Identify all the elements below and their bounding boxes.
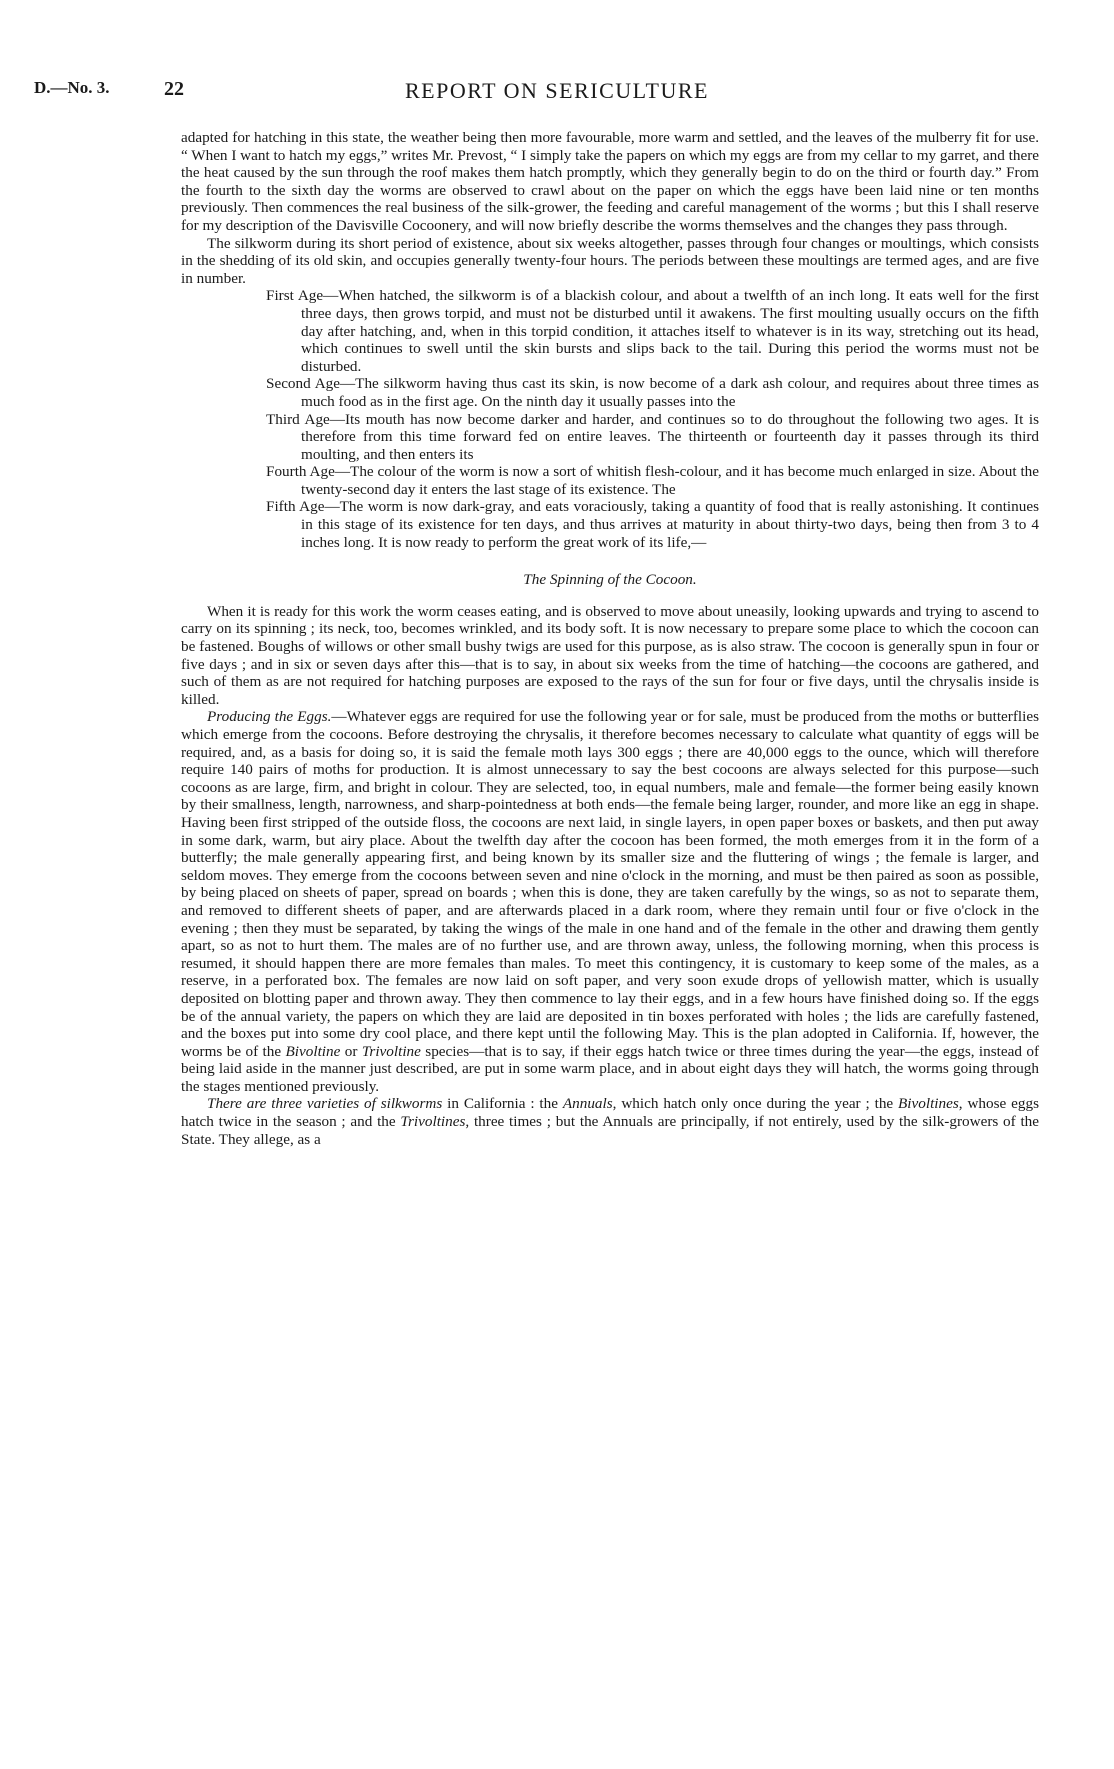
term-trivoltines: Trivoltines: [400, 1113, 466, 1131]
page-header: [34, 78, 1080, 108]
run-in-heading-varieties: There are three varieties of silkworms: [207, 1095, 443, 1113]
paragraph-intro-2: The silkworm during its short period of existence, about six weeks altogether, passes through four changes or moultings, which consists in the shedding of its old skin, and occupies generally twenty-four hours. The periods between these moultings are termed ages, and are five in number.: [181, 234, 1039, 287]
text-run: species—that is to say, if their eggs hatch twice or three times during the year—the eggs, instead of being laid aside in the manner just described, are put in some warm place, and in about eight days they will hatch, the worms going through the stages mentioned previously.: [181, 1042, 1040, 1095]
ages-list: [181, 287, 1039, 551]
text-run: , which hatch only once during the year ; the: [612, 1095, 899, 1113]
text-run: in California : the: [442, 1095, 563, 1113]
term-trivoltine: Trivoltine: [361, 1042, 421, 1060]
page-number: 22: [164, 78, 184, 100]
text-run: , three times ; but the Annuals are principally, if not entirely, used by the silk-growers of the State. They allege, as a: [181, 1113, 1040, 1148]
paragraph-intro-1: adapted for hatching in this state, the weather being then more favourable, more warm and settled, and the leaves of the mulberry fit for use. “ When I want to hatch my eggs,” writes Mr. Prevost, “ I simply take the papers on which my eggs are from my cellar to my garret, and there the heat caused by the sun through the roof makes them hatch promptly, which they generally begin to do on the third or fourth day.” From the fourth to the sixth day the worms are observed to crawl about on the paper on which the eggs have been laid nine or ten months previously. Then commences the real business of the silk-grower, the feeding and careful management of the worms ; but this I shall reserve for my description of the Davisville Cocoonery, and will now briefly describe the worms themselves and the changes they pass through.: [181, 129, 1039, 234]
paragraph-producing-eggs: [181, 708, 1039, 1095]
section-heading: The Spinning of the Cocoon.: [523, 571, 697, 589]
age-item-third: Third Age—Its mouth has now become darker and harder, and continues so to do throughout the following two ages. It is therefore from this time forward fed on entire leaves. The thirteenth or fourteenth day it passes through its third moulting, and then enters its: [266, 410, 1039, 463]
paragraph-varieties: [181, 1095, 1039, 1148]
age-item-second: Second Age—The silkworm having thus cast its skin, is now become of a dark ash colour, and requires about three times as much food as in the first age. On the ninth day it usually passes into the: [266, 375, 1039, 410]
paragraph-spinning: When it is ready for this work the worm ceases eating, and is observed to move about uneasily, looking upwards and trying to ascend to carry on its spinning ; its neck, too, becomes wrinkled, and its body soft. It is now necessary to prepare some place to which the cocoon can be fastened. Boughs of willows or other small bushy twigs are used for this purpose, as is also straw. The cocoon is generally spun in four or five days ; and in six or seven days after this—that is to say, in about six weeks from the time of hatching—the cocoons are gathered, and such of them as are not required for hatching purposes are exposed to the rays of the sun for four or five days, until the chrysalis inside is killed.: [181, 602, 1039, 708]
run-in-heading-producing-eggs: Producing the Eggs.: [207, 708, 332, 726]
term-annuals: Annuals: [562, 1095, 613, 1113]
text-run: —Whatever eggs are required for use the following year or for sale, must be produced from the moths or butterflies which emerge from the cocoons. Before destroying the chrysalis, it therefore becomes necessary to calculate what quantity of eggs will be required, and, as a basis for doing so, it is said the female moth lays 300 eggs ; there are 40,000 eggs to the ounce, which will therefore require 140 pairs of moths for production. It is almost unnecessary to say the best cocoons are always selected for this purpose—such cocoons as are large, firm, and bright in colour. They are selected, too, in equal numbers, male and female—the former being easily known by their smallness, length, narrowness, and sharp-pointedness at both ends—the female being larger, rounder, and more like an egg in shape. Having been first stripped of the outside floss, the cocoons are next laid, in single layers, in open paper boxes or baskets, and then put away in some dark, warm, but airy place. About the twelfth day after the cocoon has been formed, the moth emerges from it in the form of a butterfly; the male generally appearing first, and being known by its smaller size and the fluttering of wings ; the female is larger, and seldom moves. They emerge from the cocoons between seven and nine o'clock in the morning, and must be then paired as soon as possible, by being placed on sheets of paper, spread on boards ; when this is done, they are taken carefully by the wings, so as not to separate them, and removed to different sheets of paper, and are afterwards placed in a dark room, where they remain until four or five o'clock in the evening ; then they must be separated, by taking the wings of the male in one hand and of the female in the other and drawing them gently apart, so as not to hurt them. The males are of no further use, and are thrown away, unless, the following morning, when this process is resumed, it should happen there are more females than males. To meet this contingency, it is customary to keep some of the males, as a reserve, in a perforated box. The females are now laid on soft paper, and very soon exude drops of yellowish matter, which is usually deposited on blotting paper and thrown away. They then commence to lay their eggs, and in a few hours have finished doing so. If the eggs be of the annual variety, the papers on which they are laid are deposited in tin boxes perforated with holes ; the lids are carefully fastened, and the boxes put into some dry cool place, and there kept until the following May. This is the plan adopted in California. If, however, the worms be of the: [181, 708, 1040, 1060]
age-item-fourth: Fourth Age—The colour of the worm is now a sort of whitish flesh-colour, and it has become much enlarged in size. About the twenty-second day it enters the last stage of its existence. The: [266, 463, 1039, 498]
text-run: or: [340, 1042, 362, 1060]
term-bivoltines: Bivoltines: [898, 1095, 959, 1113]
series-number: D.—No. 3.: [34, 78, 110, 97]
age-item-fifth: Fifth Age—The worm is now dark-gray, and eats voraciously, taking a quantity of food that is really astonishing. It continues in this stage of its existence for ten days, and thus arrives at maturity in about thirty-two days, being then from 3 to 4 inches long. It is now ready to perform the great work of its life,—: [266, 498, 1039, 551]
running-title: REPORT ON SERICULTURE: [405, 78, 709, 103]
body-text: [181, 129, 1039, 1148]
age-item-first: First Age—When hatched, the silkworm is of a blackish colour, and about a twelfth of an inch long. It eats well for the first three days, then grows torpid, and must not be disturbed until it awakens. The first moulting usually occurs on the fifth day after hatching, and, when in this torpid condition, it attaches itself to whatever is in its way, stretching out its head, which continues to swell until the skin bursts and slips back to the tail. During this period the worms must not be disturbed.: [266, 287, 1039, 375]
text-run: , whose eggs hatch twice in the season ; and the: [181, 1095, 1039, 1131]
term-bivoltine: Bivoltine: [285, 1042, 341, 1060]
